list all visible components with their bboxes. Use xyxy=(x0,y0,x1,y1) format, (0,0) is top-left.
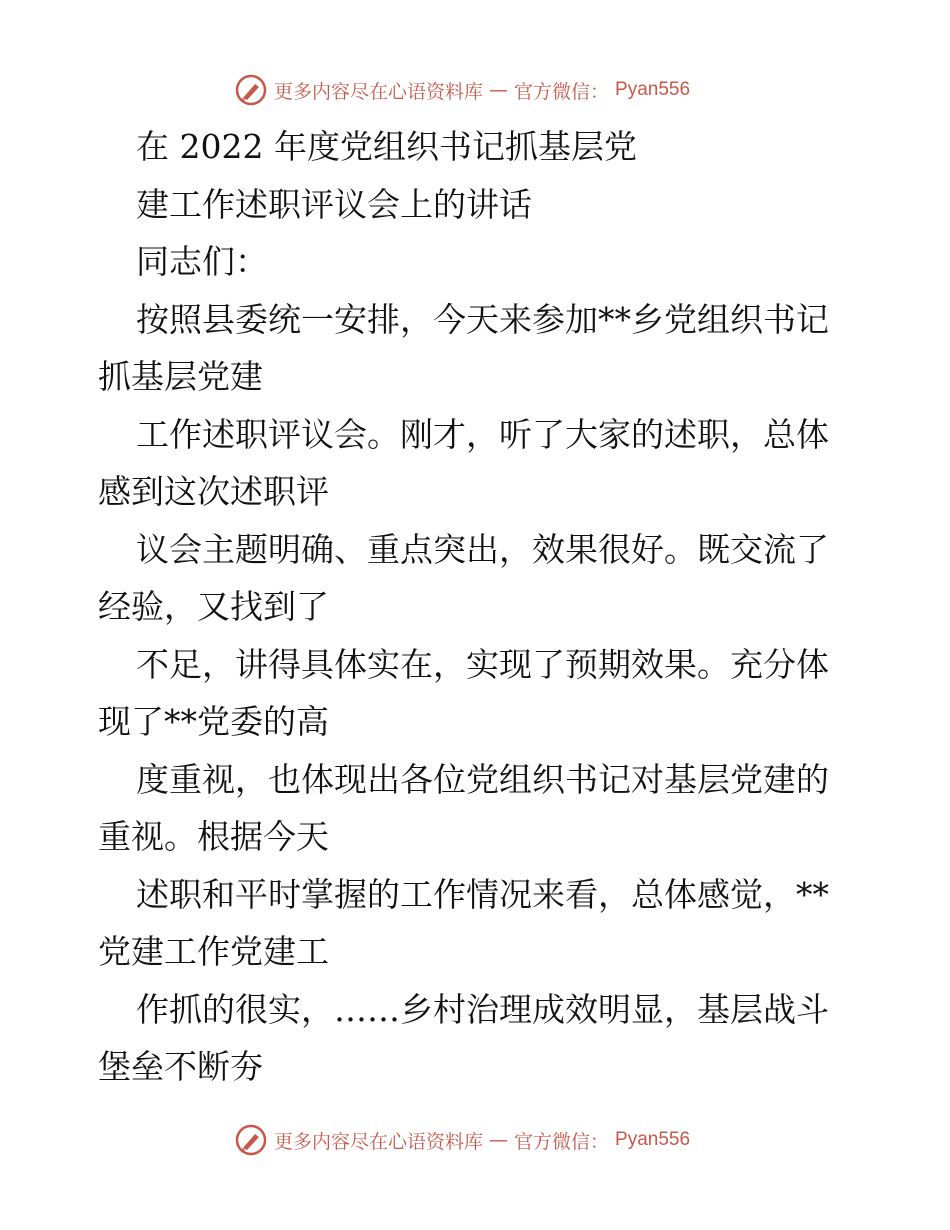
header-watermark xyxy=(234,72,690,108)
watermark-text: 更多内容尽在心语资料库 xyxy=(274,1130,484,1153)
body-line: 度重视，也体现出各位党组织书记对基层党建的 xyxy=(136,759,829,799)
watermark-separator: — xyxy=(489,1129,509,1151)
footer-watermark xyxy=(234,1122,690,1158)
pen-circle-icon xyxy=(234,1123,268,1157)
body-line: 经验，又找到了 xyxy=(98,587,329,626)
body-line: 堡垒不断夯 xyxy=(98,1047,263,1086)
body-line: 作抓的很实，……乡村治理成效明显，基层战斗 xyxy=(136,989,829,1029)
document-body xyxy=(98,118,858,1096)
watermark-text: 更多内容尽在心语资料库 xyxy=(274,80,484,103)
body-line: 感到这次述职评 xyxy=(98,472,329,511)
pen-circle-icon xyxy=(234,73,268,107)
watermark-wechat-id: Pyan556 xyxy=(615,1129,691,1150)
watermark-separator: — xyxy=(489,79,509,101)
body-line: 重视。根据今天 xyxy=(98,817,329,856)
watermark-wechat-id: Pyan556 xyxy=(615,79,691,100)
title-line-2: 建工作述职评议会上的讲话 xyxy=(136,184,532,224)
body-line: 抓基层党建 xyxy=(98,357,263,396)
body-line: 现了**党委的高 xyxy=(98,702,329,741)
body-line: 述职和平时掌握的工作情况来看，总体感觉，** xyxy=(136,874,829,914)
watermark-wechat-label: 官方微信： xyxy=(514,1130,610,1153)
body-line: 不足，讲得具体实在，实现了预期效果。充分体 xyxy=(136,644,829,684)
title-line-1: 在 2022 年度党组织书记抓基层党 xyxy=(136,127,637,166)
body-line: 党建工作党建工 xyxy=(98,932,329,971)
body-line: 议会主题明确、重点突出，效果很好。既交流了 xyxy=(136,529,829,569)
body-line: 同志们： xyxy=(136,242,268,281)
body-line: 工作述职评议会。刚才，听了大家的述职，总体 xyxy=(136,414,829,454)
body-line: 按照县委统一安排，今天来参加**乡党组织书记 xyxy=(136,299,829,339)
body-paragraphs xyxy=(98,233,858,1096)
watermark-wechat-label: 官方微信： xyxy=(514,80,610,103)
